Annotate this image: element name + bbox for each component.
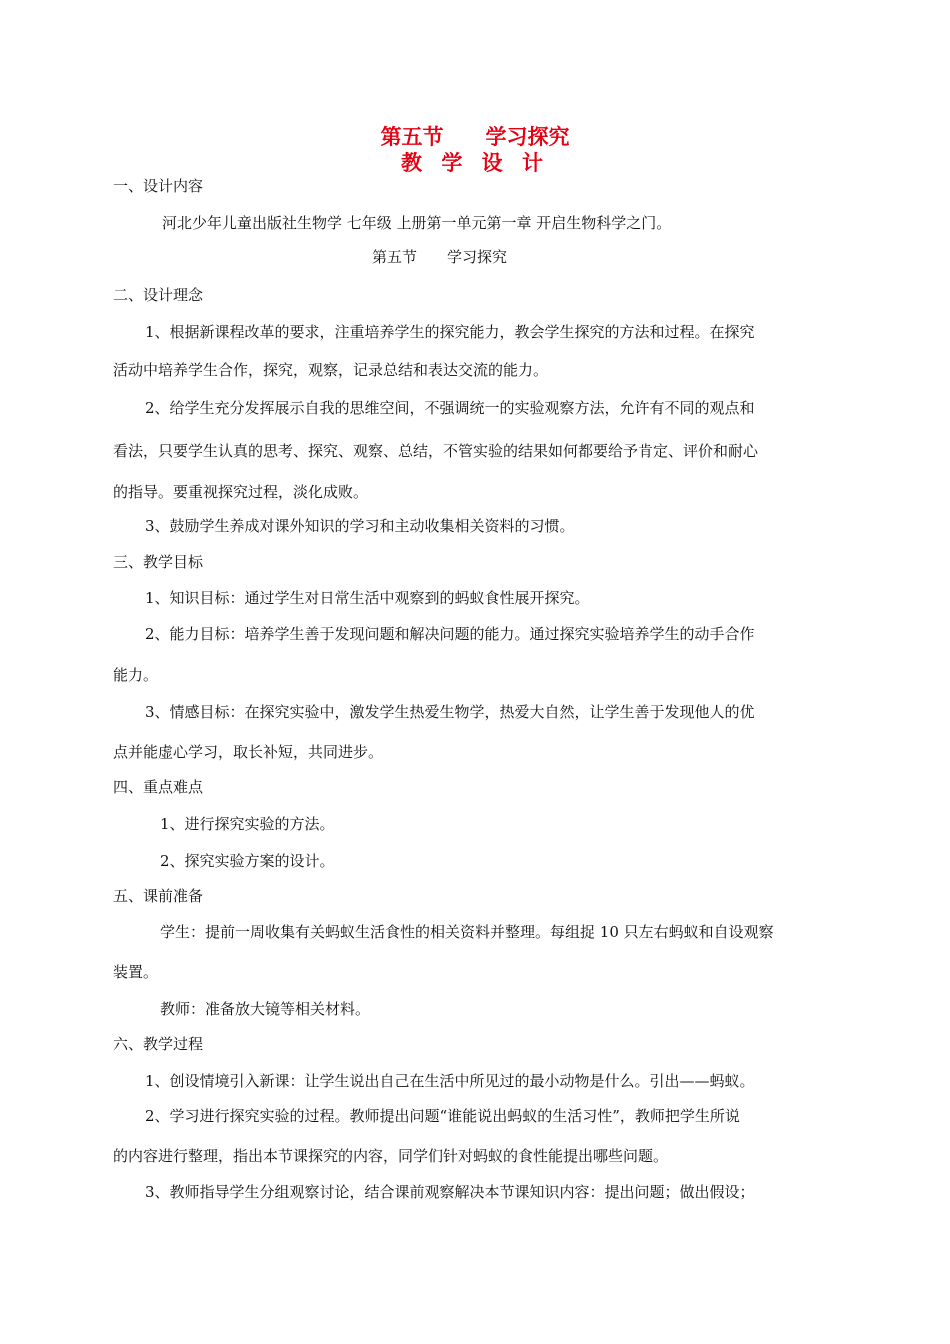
section-heading-1: 一、设计内容 bbox=[113, 177, 204, 195]
paragraph-line: 学生：提前一周收集有关蚂蚁生活食性的相关资料并整理。每组捉 10 只左右蚂蚁和自设观察 bbox=[160, 923, 774, 941]
paragraph-line: 1、进行探究实验的方法。 bbox=[160, 815, 335, 833]
paragraph-line: 装置。 bbox=[113, 963, 159, 981]
document-title: 第五节 学习探究 bbox=[380, 125, 570, 149]
paragraph-line: 1、根据新课程改革的要求，注重培养学生的探究能力，教会学生探究的方法和过程。在探究 bbox=[145, 323, 755, 341]
paragraph-line: 的指导。要重视探究过程，淡化成败。 bbox=[113, 483, 369, 501]
section-subtitle: 第五节 学习探究 bbox=[372, 248, 508, 266]
section-heading-4: 四、重点难点 bbox=[113, 778, 204, 796]
section-heading-6: 六、教学过程 bbox=[113, 1035, 204, 1053]
paragraph-line: 1、知识目标：通过学生对日常生活中观察到的蚂蚁食性展开探究。 bbox=[145, 589, 590, 607]
paragraph-line: 3、教师指导学生分组观察讨论，结合课前观察解决本节课知识内容：提出问题；做出假设； bbox=[145, 1183, 755, 1201]
paragraph-line: 3、情感目标：在探究实验中，激发学生热爱生物学，热爱大自然，让学生善于发现他人的优 bbox=[145, 703, 755, 721]
document-subtitle: 教 学 设 计 bbox=[401, 151, 549, 175]
paragraph-line: 教师：准备放大镜等相关材料。 bbox=[160, 1000, 371, 1018]
section-heading-2: 二、设计理念 bbox=[113, 286, 204, 304]
paragraph-line: 河北少年儿童出版社生物学 七年级 上册第一单元第一章 开启生物科学之门。 bbox=[162, 214, 672, 232]
paragraph-line: 点并能虚心学习，取长补短，共同进步。 bbox=[113, 743, 384, 761]
paragraph-line: 2、探究实验方案的设计。 bbox=[160, 852, 335, 870]
paragraph-line: 活动中培养学生合作，探究，观察，记录总结和表达交流的能力。 bbox=[113, 361, 549, 379]
paragraph-line: 能力。 bbox=[113, 666, 159, 684]
paragraph-line: 2、给学生充分发挥展示自我的思维空间，不强调统一的实验观察方法，允许有不同的观点和 bbox=[145, 399, 755, 417]
paragraph-line: 2、学习进行探究实验的过程。教师提出问题“谁能说出蚂蚁的生活习性”，教师把学生所说 bbox=[145, 1107, 740, 1125]
paragraph-line: 1、创设情境引入新课：让学生说出自己在生活中所见过的最小动物是什么。引出——蚂蚁。 bbox=[145, 1072, 755, 1090]
paragraph-line: 2、能力目标：培养学生善于发现问题和解决问题的能力。通过探究实验培养学生的动手合作 bbox=[145, 625, 755, 643]
section-heading-3: 三、教学目标 bbox=[113, 553, 204, 571]
paragraph-line: 的内容进行整理，指出本节课探究的内容，同学们针对蚂蚁的食性能提出哪些问题。 bbox=[113, 1147, 669, 1165]
section-heading-5: 五、课前准备 bbox=[113, 887, 204, 905]
paragraph-line: 看法，只要学生认真的思考、探究、观察、总结，不管实验的结果如何都要给予肯定、评价和耐心 bbox=[113, 442, 759, 460]
paragraph-line: 3、鼓励学生养成对课外知识的学习和主动收集相关资料的习惯。 bbox=[145, 517, 575, 535]
